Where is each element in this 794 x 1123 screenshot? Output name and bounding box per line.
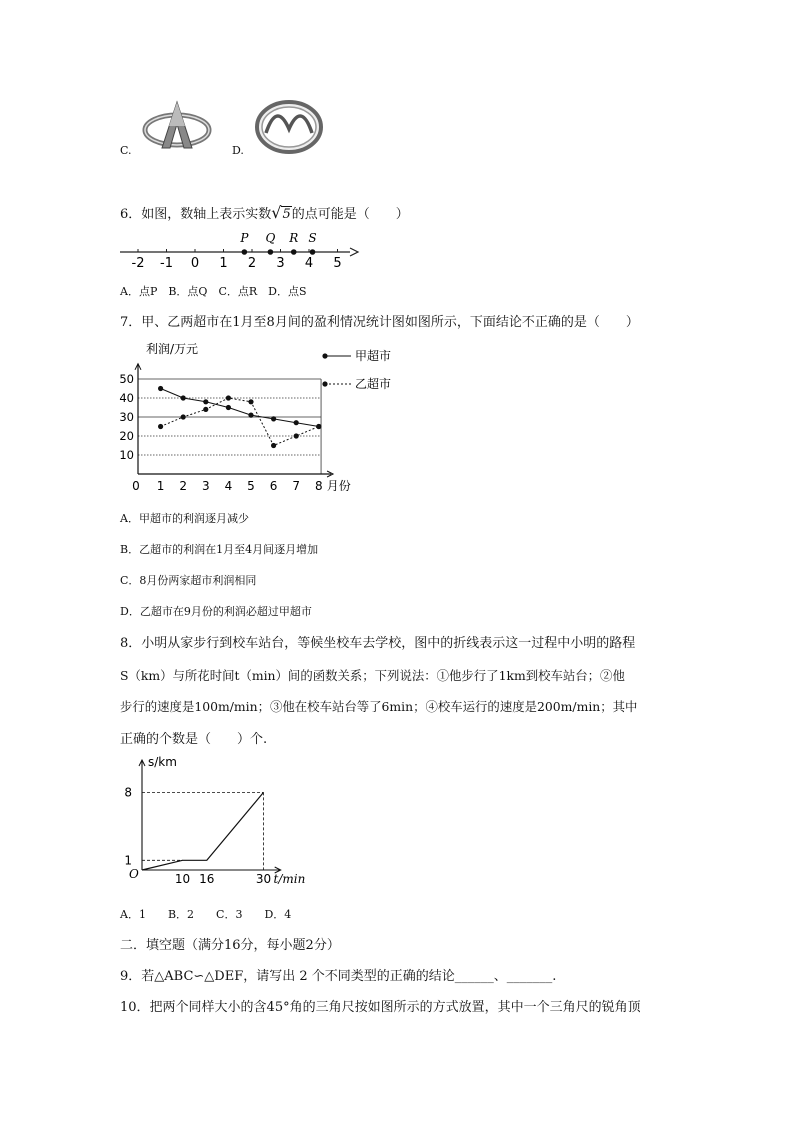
number-line-point-label: Q — [265, 231, 276, 245]
number-line-tick-label: 4 — [304, 256, 314, 271]
q7-option-d: D．乙超市在9月份的利润必超过甲超市 — [120, 605, 312, 618]
graph-y-axis-label: s/km — [148, 755, 177, 769]
mazda-logo — [254, 99, 324, 155]
q6-radicand: 5 — [282, 207, 291, 222]
chart-data-point — [226, 395, 231, 400]
chart-data-point — [203, 407, 208, 412]
q7-chart — [120, 338, 410, 498]
chart-legend-label: 甲超市 — [355, 349, 392, 363]
graph-y-tick-label: 8 — [124, 785, 132, 800]
chart-data-point — [294, 420, 299, 425]
chart-x-tick-label: 6 — [269, 479, 278, 493]
chart-data-point — [316, 424, 321, 429]
number-line-point — [291, 249, 297, 255]
number-line-point-label: P — [240, 231, 249, 245]
chart-data-point — [248, 399, 253, 404]
graph-x-tick-label: 16 — [199, 872, 215, 886]
chart-y-tick-label: 20 — [119, 429, 134, 443]
chart-x-tick-label: 2 — [179, 479, 188, 493]
chart-x-tick-label: 1 — [156, 479, 165, 493]
q8-line-3: 步行的速度是100m/min；③他在校车站台等了6min；④校车运行的速度是200m/min；其中 — [120, 699, 638, 714]
number-line-tick-label: 2 — [247, 256, 257, 271]
q7-option-b: B．乙超市的利润在1月至4月间逐月增加 — [120, 543, 319, 556]
q5-option-c-label: C. — [120, 144, 132, 157]
q7-option-c: C．8月份两家超市利润相同 — [120, 574, 257, 587]
graph-y-tick-label: 1 — [124, 853, 132, 868]
chart-y-tick-label: 40 — [119, 391, 134, 405]
q7-option-a: A．甲超市的利润逐月减少 — [120, 512, 249, 525]
number-line-tick-label: 3 — [276, 256, 285, 271]
q6-number-line — [118, 228, 368, 272]
number-line-point-label: R — [289, 231, 299, 245]
chart-data-point — [181, 414, 186, 419]
chart-x-tick-label: 5 — [247, 479, 255, 493]
chart-data-point — [271, 443, 276, 448]
chart-data-point — [203, 399, 208, 404]
chart-x-tick-label: 7 — [292, 479, 301, 493]
number-line-tick-label: 0 — [190, 256, 200, 271]
chart-legend-label: 乙超市 — [355, 377, 392, 391]
number-line-tick-label: -1 — [160, 256, 173, 271]
q8-answers: A．1 B．2 C．3 D．4 — [120, 908, 292, 921]
q9-text: 9．若△ABC∽△DEF，请写出 2 个不同类型的正确的结论______、_______. — [120, 969, 557, 984]
number-line-point — [242, 249, 248, 255]
q7-stem: 7．甲、乙两超市在1月至8月间的盈利情况统计图如图所示，下面结论不正确的是（ ） — [120, 315, 639, 330]
chart-y-tick-label: 30 — [119, 410, 134, 424]
section2-title: 二．填空题（满分16分，每小题2分） — [120, 938, 340, 953]
q10-text: 10．把两个同样大小的含45°角的三角尺按如图所示的方式放置，其中一个三角尺的锐角顶 — [120, 1000, 641, 1015]
chart-data-point — [158, 424, 163, 429]
graph-series-line — [142, 792, 264, 870]
chart-data-point — [181, 395, 186, 400]
graph-x-tick-label: 30 — [255, 872, 272, 886]
chart-data-point — [294, 433, 299, 438]
q6-prefix: 6．如图，数轴上表示实数 — [120, 207, 272, 222]
q8-line-1: 8．小明从家步行到校车站台，等候坐校车去学校，图中的折线表示这一过程中小明的路程 — [120, 636, 636, 651]
chart-y-axis-label: 利润/万元 — [146, 342, 199, 356]
q6-answers: A．点P B．点Q C．点R D．点S — [120, 285, 307, 298]
chart-x-axis-label: 月份 — [326, 479, 351, 493]
number-line-tick-label: 5 — [333, 256, 342, 271]
q6-stem — [120, 203, 409, 222]
graph-x-tick-label: 10 — [174, 872, 191, 886]
q5-option-d-label: D. — [232, 144, 244, 157]
chart-x-tick-label: 0 — [132, 479, 140, 493]
chart-x-tick-label: 3 — [201, 479, 210, 493]
q6-radical: √ — [271, 203, 282, 222]
chart-data-point — [226, 405, 231, 410]
chart-data-point — [248, 413, 253, 418]
q6-suffix: 的点可能是（ ） — [291, 207, 409, 222]
number-line-point-label: S — [308, 231, 317, 245]
graph-origin-label: O — [129, 867, 139, 881]
q8-line-2: S（km）与所花时间t（min）间的函数关系；下列说法：①他步行了1km到校车站台；②他 — [120, 668, 625, 683]
changan-logo — [142, 98, 212, 158]
graph-x-axis-label: t/min — [273, 872, 306, 886]
chart-x-tick-label: 8 — [314, 479, 323, 493]
number-line-point — [268, 249, 274, 255]
chart-data-point — [271, 416, 276, 421]
chart-data-point — [158, 386, 163, 391]
q8-chart — [118, 752, 306, 892]
chart-y-tick-label: 50 — [119, 372, 134, 386]
number-line-point — [310, 249, 316, 255]
chart-y-tick-label: 10 — [119, 448, 134, 462]
number-line-arrow — [350, 248, 358, 256]
chart-x-tick-label: 4 — [224, 479, 233, 493]
number-line-tick-label: 1 — [219, 256, 228, 271]
q8-line-4: 正确的个数是（ ）个. — [120, 732, 268, 747]
number-line-tick-label: -2 — [131, 256, 145, 271]
